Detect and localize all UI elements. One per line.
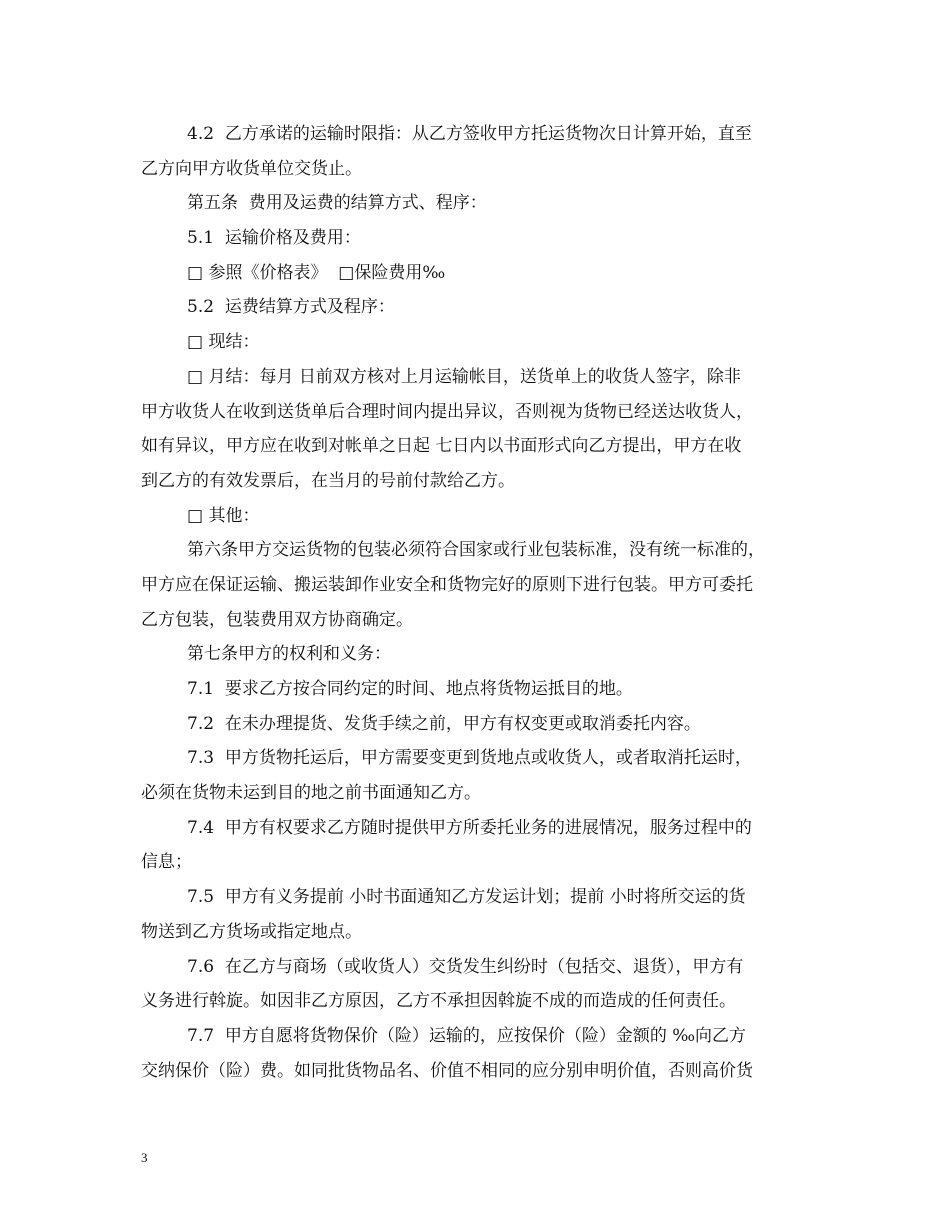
document-line: 7.3 甲方货物托运后，甲方需要变更到货地点或收货人，或者取消托运时， <box>187 748 752 769</box>
document-body <box>141 117 813 1088</box>
document-line: 甲方收货人在收到送货单后合理时间内提出异议，否则视为货物已经送达收货人， <box>141 401 753 422</box>
document-line: □ 月结：每月 日前双方核对上月运输帐目，送货单上的收货人签字，除非 <box>187 366 741 387</box>
document-line: 7.6 在乙方与商场（或收货人）交货发生纠纷时（包括交、退货），甲方有 <box>187 956 744 977</box>
document-line: 第五条 费用及运费的结算方式、程序： <box>187 193 487 214</box>
document-line: 第六条甲方交运货物的包装必须符合国家或行业包装标准，没有统一标准的， <box>187 540 765 561</box>
document-line: 乙方包装，包装费用双方协商确定。 <box>141 609 413 630</box>
document-line: 如有异议，甲方应在收到对帐单之日起 七日内以书面形式向乙方提出，甲方在收 <box>141 436 742 457</box>
document-line: 义务进行斡旋。如因非乙方原因，乙方不承担因斡旋不成的而造成的任何责任。 <box>141 991 736 1012</box>
document-line: □ 其他： <box>187 505 260 526</box>
document-line: 物送到乙方货场或指定地点。 <box>141 921 362 942</box>
document-line: 第七条甲方的权利和义务： <box>187 644 391 665</box>
document-line: 到乙方的有效发票后，在当月的号前付款给乙方。 <box>141 470 515 491</box>
document-line: 必须在货物未运到目的地之前书面通知乙方。 <box>141 783 481 804</box>
document-line: 4.2 乙方承诺的运输时限指：从乙方签收甲方托运货物次日计算开始，直至 <box>187 124 752 144</box>
document-line: 7.1 要求乙方按合同约定的时间、地点将货物运抵目的地。 <box>187 679 633 699</box>
document-line: 交纳保价（险）费。如同批货物品名、价值不相同的应分别申明价值，否则高价货 <box>141 1060 753 1081</box>
document-line: □ 现结： <box>187 332 260 353</box>
document-line: 7.2 在未办理提货、发货手续之前，甲方有权变更或取消委托内容。 <box>187 713 701 734</box>
document-line: 7.4 甲方有权要求乙方随时提供甲方所委托业务的进展情况，服务过程中的 <box>187 817 752 838</box>
page-number: 3 <box>141 1150 148 1165</box>
document-line: 7.5 甲方有义务提前 小时书面通知乙方发运计划；提前 小时将所交运的货 <box>187 887 746 908</box>
document-line: 5.1 运输价格及费用： <box>187 228 361 249</box>
document-line: 5.2 运费结算方式及程序： <box>187 297 395 318</box>
document-line: 甲方应在保证运输、搬运装卸作业安全和货物完好的原则下进行包装。甲方可委托 <box>141 574 753 595</box>
document-line: □ 参照《价格表》 □保险费用‰ <box>187 262 446 283</box>
document-line: 7.7 甲方自愿将货物保价（险）运输的，应按保价（险）金额的 ‰向乙方 <box>187 1025 747 1046</box>
document-line: 乙方向甲方收货单位交货止。 <box>141 158 362 179</box>
document-line: 信息； <box>141 852 192 873</box>
